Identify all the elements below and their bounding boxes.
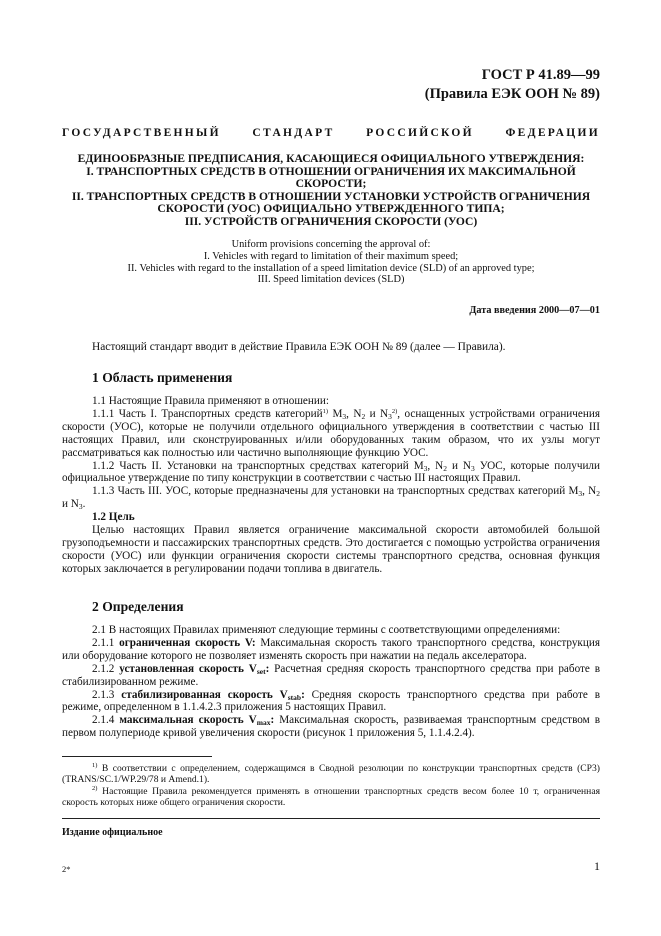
document-title: [62, 153, 600, 229]
paragraph-1-1-1: 1.1.1 Часть I. Транспортных средств категорий$^{1)}$ $M_3$, $N_2$ и $N_3^{2)}$, оснащенных устройствами ограничения скорости (УОС), которые не получили отдельного официального утверждения в соответствии с частью III настоящих Правил, или сконструированных и/или оборудованных таким образом, что их узлы могут рассматриваться как полностью или частично выполняющие функцию УОС.: [62, 407, 601, 459]
rules-number: (Правила ЕЭК ООН № 89): [424, 86, 600, 102]
footnote-ref-2: 2): [391, 407, 398, 415]
text: Максимальная скорость, развиваемая транспортным средством в первом полупериоде кривой увеличения скорости (рисунок 1 приложения 5, 1.1.4.2.4).: [62, 714, 601, 740]
subtitle-line: I. Vehicles with regard to limitation of their maximum speed;: [203, 250, 459, 262]
text: 2.1.4: [92, 714, 120, 727]
paragraph-1-2: Целью настоящих Правил является ограничение максимальной скорости автомобилей большой грузоподъемности и пассажирских транспортных средств. Это достигается с помощью устройства ограничения скорости (УОС) или функции ограничения скорости системы транспортного средства, основная функция которых заключается в регулировании подачи топлива в двигатель.: [62, 524, 600, 575]
title-line: III. УСТРОЙСТВ ОГРАНИЧЕНИЯ СКОРОСТИ (УОС): [184, 214, 478, 228]
text: , оснащенных устройствами ограничения скорости (УОС), которые не получили отдельного официального утверждения в соответствии с частью III настоящих Правил, или сконструированных и/или оборудованных таким образом, что их узлы могут рассматриваться как полностью или частично выполняющие функцию УОС.: [62, 407, 601, 459]
subscript: 3: [578, 489, 583, 499]
gost-number: ГОСТ Р 41.89—99: [481, 67, 600, 83]
text: УОС, которые получили официальное утверждение по типу конструкции в соответствии с частью III настоящих Правил.: [62, 459, 600, 485]
text: 1.1.1 Часть I. Транспортных средств категорий: [92, 407, 323, 420]
document-header: [425, 66, 600, 104]
text: 2.1.3: [92, 688, 122, 701]
subscript: 3: [471, 463, 475, 473]
subscript: 2: [361, 411, 366, 421]
colon: :: [270, 714, 275, 727]
text: и: [62, 498, 71, 511]
subtitle-line: Uniform provisions concerning the approval of:: [231, 239, 431, 250]
section-1-body: [62, 395, 600, 576]
text: 1.1.3 Часть III. УОС, которые предназначены для установки на транспортных средствах категорий: [92, 485, 569, 498]
subscript: stab: [287, 692, 302, 702]
edition-label: Издание официальное: [62, 827, 163, 838]
subscript: 3: [423, 463, 428, 473]
subscript: max: [256, 718, 271, 728]
heading-1-2: 1.2 Цель: [92, 511, 135, 524]
footnote-1: [62, 763, 600, 786]
subscript: 2: [443, 463, 448, 473]
title-line: СКОРОСТИ (УОС) ОФИЦИАЛЬНО УТВЕРЖДЕННОГО ТИПА;: [157, 202, 505, 216]
paragraph-1-1: 1.1 Настоящие Правила применяют в отношении:: [92, 395, 329, 407]
category: M: [413, 459, 424, 472]
text: и: [447, 459, 463, 472]
footnotes: [62, 763, 600, 809]
subscript: 3: [78, 502, 83, 512]
category: N: [353, 407, 362, 420]
subscript: 3: [388, 411, 392, 421]
text: Максимальная скорость такого транспортного средства, конструкция или оборудование которого не позволяет изменять скорость при нажатии на педаль акселератора.: [62, 636, 600, 662]
paragraph-2-1-3: [62, 689, 600, 715]
intro-paragraph: Настоящий стандарт вводит в действие Правила ЕЭК ООН № 89 (далее — Правила).: [92, 341, 506, 353]
paragraph-1-1-3: 1.1.3 Часть III. УОС, которые предназначены для установки на транспортных средствах категорий $M_3$, $N_2$ и $N_3$.: [62, 485, 600, 512]
footnote-text: Настоящие Правила рекомендуется применять в отношении транспортных средств весом более 10 т, ограниченная скорость которых ниже общего ограничения скорости.: [62, 785, 600, 809]
section-1-heading: 1 Область применения: [92, 370, 233, 385]
text: 2.1.1: [92, 636, 120, 649]
paragraph-2-1: 2.1 В настоящих Правилах применяют следующие термины с соответствующими определениями:: [92, 624, 561, 636]
category: N: [588, 485, 597, 498]
title-line: I. ТРАНСПОРТНЫХ СРЕДСТВ В ОТНОШЕНИИ ОГРАНИЧЕНИЯ ИХ МАКСИМАЛЬНОЙ: [86, 164, 576, 178]
colon: :: [265, 662, 270, 675]
edition-divider: [62, 818, 600, 819]
title-line: СКОРОСТИ;: [295, 177, 367, 191]
category: N: [380, 407, 389, 420]
footnote-ref-1: 1): [322, 407, 329, 415]
text: Расчетная средняя скорость транспортного средства при работе в стабилизированном режиме.: [62, 662, 600, 688]
paragraph-2-1-1: [62, 637, 600, 663]
section-2-heading: 2 Определения: [92, 599, 184, 614]
state-standard-banner: ГОСУДАРСТВЕННЫЙ СТАНДАРТ РОССИЙСКОЙ ФЕДЕРАЦИИ: [62, 127, 600, 139]
paragraph-1-1-2: 1.1.2 Часть II. Установки на транспортных средствах категорий $M_3$, $N_2$ и $N_3$ УОС, которые получили официальное утверждение по типу конструкции в соответствии с частью III настоящих Правил.: [62, 459, 600, 485]
term: установленная скорость V: [119, 662, 257, 675]
term: стабилизированная скорость V: [121, 688, 288, 701]
term: ограниченная скорость V:: [119, 636, 256, 649]
footnote-2: [62, 786, 600, 809]
subtitle-line: II. Vehicles with regard to the installation of a speed limitation device (SLD) of an approved type;: [127, 262, 535, 274]
subscript: set: [256, 666, 266, 676]
text: и: [365, 407, 381, 420]
footnote-divider: [62, 756, 212, 757]
text: .: [82, 498, 86, 511]
page-number: 1: [594, 859, 600, 873]
title-line: ЕДИНООБРАЗНЫЕ ПРЕДПИСАНИЯ, КАСАЮЩИЕСЯ ОФИЦИАЛЬНОГО УТВЕРЖДЕНИЯ:: [77, 152, 585, 165]
category: N: [435, 459, 444, 472]
subtitle-line: III. Speed limitation devices (SLD): [257, 274, 405, 286]
term: максимальная скорость V: [119, 714, 257, 727]
footnote-text: В соответствии с определением, содержащимся в Сводной резолюции по конструкции транспортных средств (СР3) (TRANS/SC.1/WP.29/78 и Amend.1).: [62, 763, 600, 786]
category: M: [568, 485, 579, 498]
sheet-mark: 2*: [62, 864, 71, 874]
paragraph-2-1-4: [62, 714, 600, 740]
text: 2.1.2: [92, 662, 120, 675]
subscript: 3: [342, 411, 347, 421]
text: 1.1.2 Часть II. Установки на транспортных средствах категорий: [92, 459, 414, 472]
subscript: 2: [596, 489, 600, 499]
category: M: [332, 407, 343, 420]
introduction-date: Дата введения 2000—07—01: [469, 305, 600, 316]
title-line: II. ТРАНСПОРТНЫХ СРЕДСТВ В ОТНОШЕНИИ УСТАНОВКИ УСТРОЙСТВ ОГРАНИЧЕНИЯ: [71, 189, 591, 203]
text: Средняя скорость транспортного средства при работе в режиме, определенном в 1.1.4.2.3 приложения 5 настоящих Правил.: [62, 688, 600, 714]
section-2-body: [62, 624, 600, 740]
category: N: [462, 459, 472, 472]
category: N: [70, 498, 79, 511]
paragraph-2-1-2: [62, 663, 600, 689]
footnote-mark: 2): [92, 784, 98, 792]
colon: :: [301, 688, 305, 701]
document-page: [62, 0, 600, 936]
footnote-mark: 1): [92, 762, 98, 769]
english-subtitle: [62, 239, 600, 286]
